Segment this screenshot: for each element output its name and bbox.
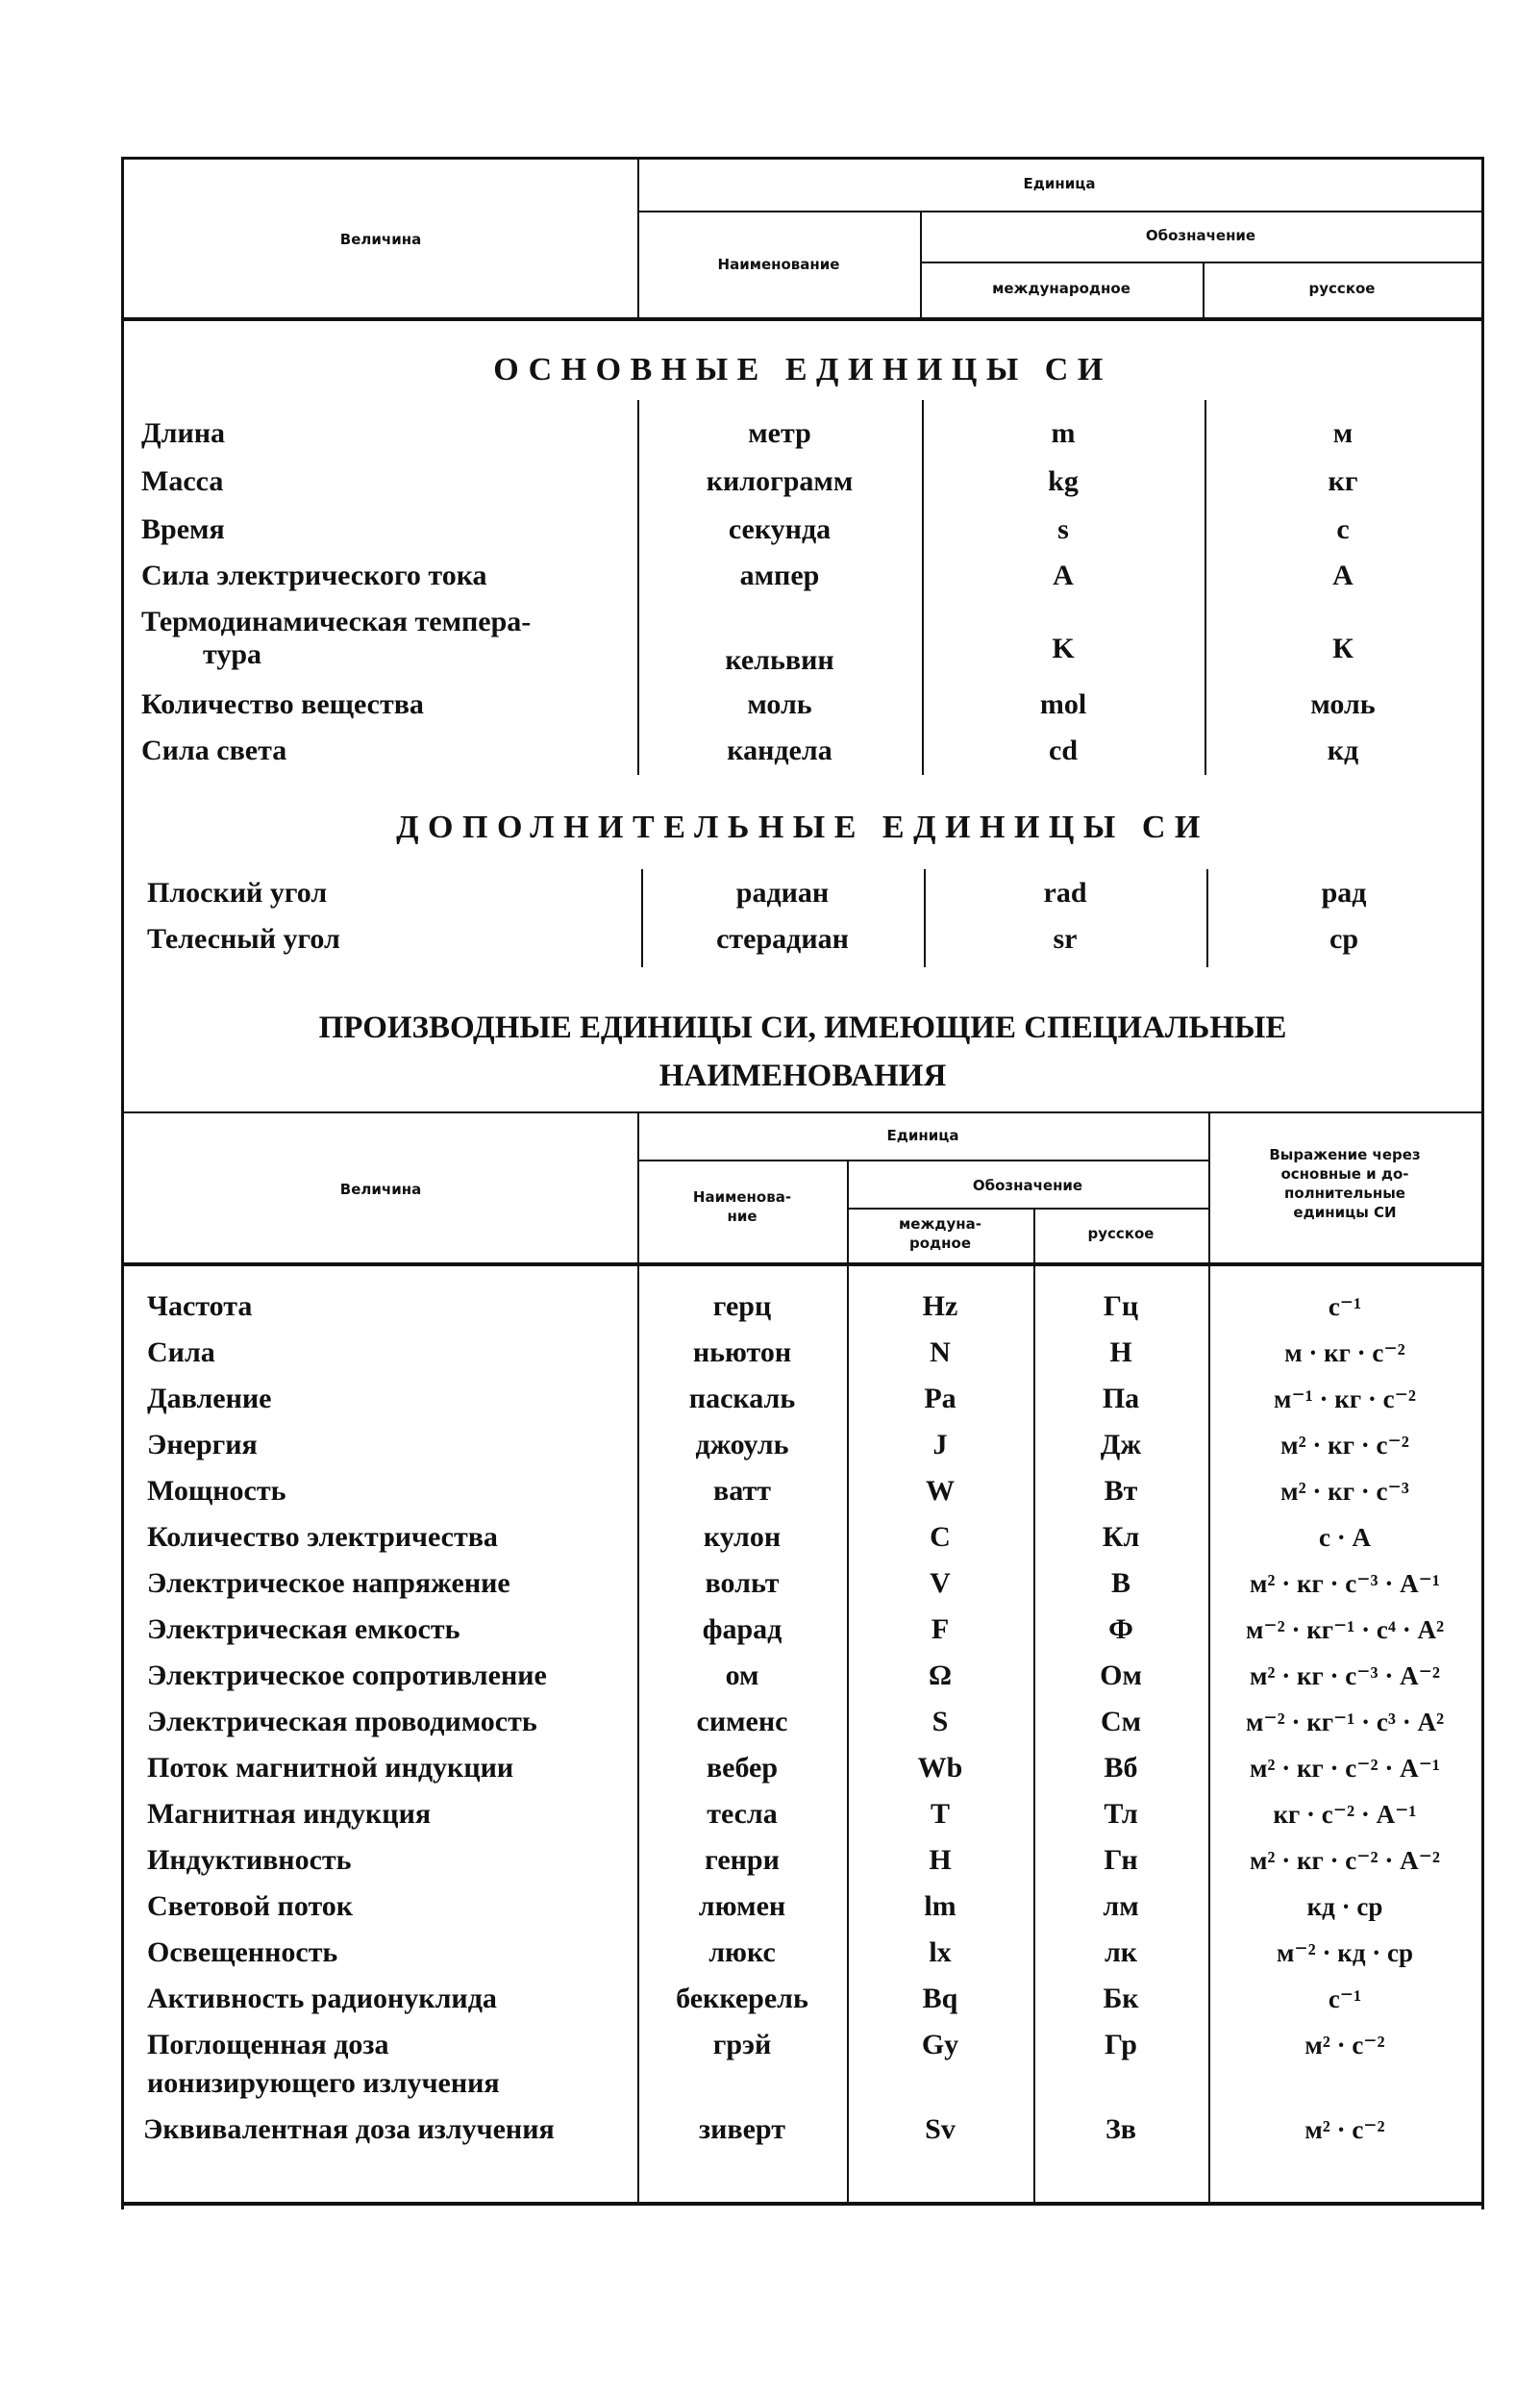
rus-symbol-cell: рад — [1321, 877, 1367, 909]
quantity-cell: Электрическое напряжение — [147, 1567, 510, 1599]
header-bottom-rule — [124, 1262, 1481, 1266]
intl-symbol-cell: m — [1051, 417, 1076, 449]
table-row — [124, 1561, 1481, 1606]
unit-name-cell: беккерель — [676, 1983, 808, 2014]
table-row — [124, 1608, 1481, 1652]
rus-symbol-cell: Гн — [1104, 1844, 1138, 1876]
quantity-cell: Длина — [141, 417, 226, 449]
unit-name-cell: моль — [747, 688, 812, 720]
rus-symbol-cell: К — [1332, 633, 1354, 664]
header-expression-line1: Выражение через — [1269, 1146, 1421, 1163]
unit-name-cell: кулон — [703, 1521, 782, 1553]
unit-name-cell: грэй — [712, 2029, 772, 2060]
intl-symbol-cell: rad — [1043, 877, 1087, 909]
unit-name-cell: тесла — [707, 1798, 778, 1830]
quantity-cell: Электрическая проводимость — [147, 1706, 537, 1737]
si-expression-cell: м⁻² · кг⁻¹ · с³ · А² — [1245, 1708, 1445, 1736]
table-row — [124, 2108, 1481, 2152]
unit-name-cell: секунда — [728, 513, 832, 545]
quantity-cell: Поглощенная доза — [147, 2029, 389, 2060]
intl-symbol-cell: kg — [1048, 465, 1079, 497]
table-row — [124, 871, 1481, 915]
rus-symbol-cell: Бк — [1103, 1983, 1139, 2014]
rus-symbol-cell: Па — [1102, 1383, 1140, 1414]
unit-name-cell: ом — [725, 1660, 759, 1691]
si-expression-cell: м² · кг · с⁻³ · А⁻¹ — [1250, 1569, 1440, 1598]
unit-name-cell: стерадиан — [716, 923, 849, 955]
unit-name-cell: килограмм — [706, 465, 854, 497]
quantity-cell-continued: тура — [203, 638, 262, 670]
rus-symbol-cell: лк — [1104, 1936, 1138, 1968]
table-row — [124, 1884, 1481, 1929]
table-row — [124, 1792, 1481, 1836]
header-intl-line1: междуна- — [899, 1215, 981, 1233]
table-row — [124, 1469, 1481, 1513]
rus-symbol-cell: лм — [1103, 1890, 1139, 1922]
si-expression-cell: м⁻¹ · кг · с⁻² — [1274, 1385, 1416, 1413]
section-title-base: ОСНОВНЫЕ ЕДИНИЦЫ СИ — [493, 352, 1112, 387]
intl-symbol-cell: Bq — [922, 1983, 958, 2014]
header-expression-line4: единицы СИ — [1293, 1204, 1397, 1221]
header-intl-line2: родное — [909, 1235, 971, 1252]
section-title-derived-line1: ПРОИЗВОДНЫЕ ЕДИНИЦЫ СИ, ИМЕЮЩИЕ СПЕЦИАЛЬНЫЕ — [318, 1011, 1287, 1045]
rus-symbol-cell: Гц — [1103, 1290, 1139, 1322]
si-expression-cell: с⁻¹ — [1328, 1984, 1362, 2013]
table-row — [124, 1746, 1481, 1790]
intl-symbol-cell: Hz — [922, 1290, 958, 1322]
unit-name-cell: генри — [705, 1844, 780, 1876]
header-name: Наименование — [717, 256, 840, 273]
header-designation: Обозначение — [1145, 227, 1256, 244]
quantity-cell-continued: ионизирующего излучения — [147, 2067, 500, 2099]
header-expression-line2: основные и до- — [1280, 1165, 1409, 1183]
quantity-cell: Количество вещества — [141, 688, 424, 720]
table-row — [124, 1423, 1481, 1467]
si-expression-cell: с · А — [1319, 1523, 1371, 1552]
intl-symbol-cell: lm — [924, 1890, 956, 1922]
si-expression-cell: м⁻² · кд · ср — [1277, 1938, 1413, 1967]
header-divider — [637, 211, 1481, 212]
quantity-cell: Активность радионуклида — [147, 1983, 497, 2014]
intl-symbol-cell: J — [932, 1429, 948, 1460]
rus-symbol-cell: В — [1110, 1567, 1130, 1599]
si-expression-cell: кд · ср — [1306, 1892, 1383, 1921]
header-name-line2: ние — [727, 1208, 758, 1225]
table-row — [124, 460, 1481, 504]
rus-symbol-cell: ср — [1329, 923, 1358, 955]
header-name-line1: Наименова- — [692, 1188, 792, 1206]
intl-symbol-cell: C — [930, 1521, 951, 1553]
rus-symbol-cell: Тл — [1104, 1798, 1138, 1830]
table-row — [124, 412, 1481, 456]
rus-symbol-cell: См — [1100, 1706, 1142, 1737]
table-row — [124, 633, 1481, 677]
si-expression-cell: м · кг · с⁻² — [1284, 1338, 1405, 1367]
si-expression-cell: м² · кг · с⁻³ — [1280, 1477, 1409, 1506]
table-row — [124, 1838, 1481, 1883]
quantity-cell: Количество электричества — [147, 1521, 498, 1553]
quantity-cell: Световой поток — [147, 1890, 354, 1922]
rus-symbol-cell: с — [1336, 513, 1350, 545]
quantity-cell: Сила электрического тока — [141, 560, 487, 591]
rus-symbol-cell: м — [1332, 417, 1354, 449]
table-row — [124, 1931, 1481, 1975]
table-row — [124, 729, 1481, 773]
unit-name-cell: сименс — [696, 1706, 788, 1737]
quantity-cell: Электрическое сопротивление — [147, 1660, 547, 1691]
quantity-cell: Эквивалентная доза излучения — [143, 2113, 555, 2145]
intl-symbol-cell: Gy — [921, 2029, 959, 2060]
table-row — [124, 1654, 1481, 1698]
rus-symbol-cell: Дж — [1100, 1429, 1142, 1460]
unit-name-cell: вебер — [706, 1752, 779, 1784]
unit-name-cell: паскаль — [688, 1383, 796, 1414]
rus-symbol-cell: Вт — [1104, 1475, 1138, 1507]
header-expression-line3: полнительные — [1284, 1185, 1405, 1202]
unit-name-cell: ампер — [739, 560, 820, 591]
unit-name-cell: кандела — [727, 735, 832, 766]
rus-symbol-cell: Гр — [1105, 2029, 1137, 2060]
section-title-derived-line2: НАИМЕНОВАНИЯ — [658, 1059, 947, 1093]
table-row — [124, 2061, 1481, 2106]
rus-symbol-cell: кд — [1327, 735, 1359, 766]
intl-symbol-cell: sr — [1053, 923, 1078, 955]
intl-symbol-cell: s — [1057, 513, 1069, 545]
unit-name-cell: ньютон — [692, 1336, 792, 1368]
si-expression-cell: м² · с⁻² — [1304, 2031, 1385, 2059]
header-russian: русское — [1308, 280, 1376, 297]
intl-symbol-cell: N — [930, 1336, 951, 1368]
si-expression-cell: с⁻¹ — [1328, 1292, 1362, 1321]
header-designation: Обозначение — [972, 1177, 1083, 1194]
header-divider — [637, 1160, 1208, 1161]
rus-symbol-cell: кг — [1328, 465, 1358, 497]
header-bottom-rule — [124, 317, 1481, 321]
intl-symbol-cell: W — [926, 1475, 955, 1507]
quantity-cell: Индуктивность — [147, 1844, 352, 1876]
si-expression-cell: м⁻² · кг⁻¹ · с⁴ · А² — [1245, 1615, 1445, 1644]
quantity-cell: Термодинамическая темпера- — [141, 606, 532, 637]
intl-symbol-cell: V — [930, 1567, 951, 1599]
rus-symbol-cell: Н — [1109, 1336, 1132, 1368]
unit-name-cell: люкс — [708, 1936, 776, 1968]
intl-symbol-cell: Pa — [924, 1383, 956, 1414]
quantity-cell: Поток магнитной индукции — [147, 1752, 514, 1784]
header-divider — [847, 1208, 1208, 1210]
intl-symbol-cell: lx — [929, 1936, 952, 1968]
quantity-cell: Сила света — [141, 735, 287, 766]
unit-name-cell: фарад — [702, 1613, 782, 1645]
unit-name-cell: ватт — [713, 1475, 771, 1507]
unit-name-cell: джоуль — [695, 1429, 789, 1460]
unit-name-cell: люмен — [698, 1890, 786, 1922]
table-row — [124, 1377, 1481, 1421]
intl-symbol-cell: F — [931, 1613, 950, 1645]
si-expression-cell: кг · с⁻² · А⁻¹ — [1273, 1800, 1417, 1829]
rus-symbol-cell: А — [1332, 560, 1354, 591]
intl-symbol-cell: K — [1052, 633, 1075, 664]
quantity-cell: Энергия — [147, 1429, 258, 1460]
intl-symbol-cell: cd — [1049, 735, 1078, 766]
intl-symbol-cell: Wb — [917, 1752, 963, 1784]
rus-symbol-cell: Ф — [1108, 1613, 1133, 1645]
table-row — [124, 508, 1481, 552]
table-row — [124, 554, 1481, 598]
quantity-cell: Масса — [141, 465, 224, 497]
header-unit: Единица — [886, 1127, 959, 1144]
header-top-rule — [124, 1111, 1481, 1113]
intl-symbol-cell: mol — [1039, 688, 1087, 720]
intl-symbol-cell: A — [1053, 560, 1074, 591]
table-bottom-rule — [121, 2202, 1481, 2206]
unit-name-cell: герц — [712, 1290, 772, 1322]
si-expression-cell: м² · кг · с⁻² — [1280, 1431, 1409, 1460]
si-expression-cell: м² · кг · с⁻² · А⁻¹ — [1250, 1754, 1440, 1783]
intl-symbol-cell: T — [930, 1798, 950, 1830]
si-expression-cell: м² · кг · с⁻² · А⁻² — [1250, 1846, 1440, 1875]
quantity-cell: Давление — [147, 1383, 272, 1414]
intl-symbol-cell: Sv — [925, 2113, 956, 2145]
table-row — [124, 683, 1481, 727]
header-divider — [920, 262, 1481, 263]
table-row — [124, 1285, 1481, 1329]
table-row — [124, 1331, 1481, 1375]
unit-name-cell: кельвин — [725, 644, 834, 676]
rus-symbol-cell: Зв — [1105, 2113, 1137, 2145]
rus-symbol-cell: моль — [1310, 688, 1376, 720]
quantity-cell: Частота — [147, 1290, 253, 1322]
quantity-cell: Сила — [147, 1336, 215, 1368]
header-quantity: Величина — [339, 231, 422, 248]
quantity-cell: Магнитная индукция — [147, 1798, 432, 1830]
rus-symbol-cell: Вб — [1104, 1752, 1138, 1784]
unit-name-cell: зиверт — [699, 2113, 785, 2145]
table-row — [124, 1515, 1481, 1560]
intl-symbol-cell: H — [929, 1844, 952, 1876]
quantity-cell: Мощность — [147, 1475, 286, 1507]
rus-symbol-cell: Ом — [1100, 1660, 1142, 1691]
quantity-cell: Время — [141, 513, 225, 545]
table-row — [124, 917, 1481, 961]
si-expression-cell: м² · с⁻² — [1304, 2115, 1385, 2144]
unit-name-cell: вольт — [705, 1567, 780, 1599]
si-expression-cell: м² · кг · с⁻³ · А⁻² — [1250, 1661, 1440, 1690]
header-quantity: Величина — [339, 1181, 422, 1198]
si-units-table — [121, 157, 1484, 2209]
unit-name-cell: метр — [748, 417, 811, 449]
quantity-cell: Телесный угол — [147, 923, 340, 955]
quantity-cell: Освещенность — [147, 1936, 338, 1968]
intl-symbol-cell: Ω — [928, 1660, 953, 1691]
table-row — [124, 1700, 1481, 1744]
header-unit: Единица — [1023, 175, 1096, 192]
header-international: международное — [992, 280, 1130, 297]
table-row — [124, 1977, 1481, 2021]
unit-name-cell: радиан — [735, 877, 830, 909]
rus-symbol-cell: Кл — [1102, 1521, 1140, 1553]
quantity-cell: Плоский угол — [147, 877, 328, 909]
section-title-supplementary: ДОПОЛНИТЕЛЬНЫЕ ЕДИНИЦЫ СИ — [396, 810, 1209, 845]
quantity-cell: Электрическая емкость — [147, 1613, 460, 1645]
header-russian: русское — [1087, 1225, 1155, 1242]
intl-symbol-cell: S — [931, 1706, 949, 1737]
